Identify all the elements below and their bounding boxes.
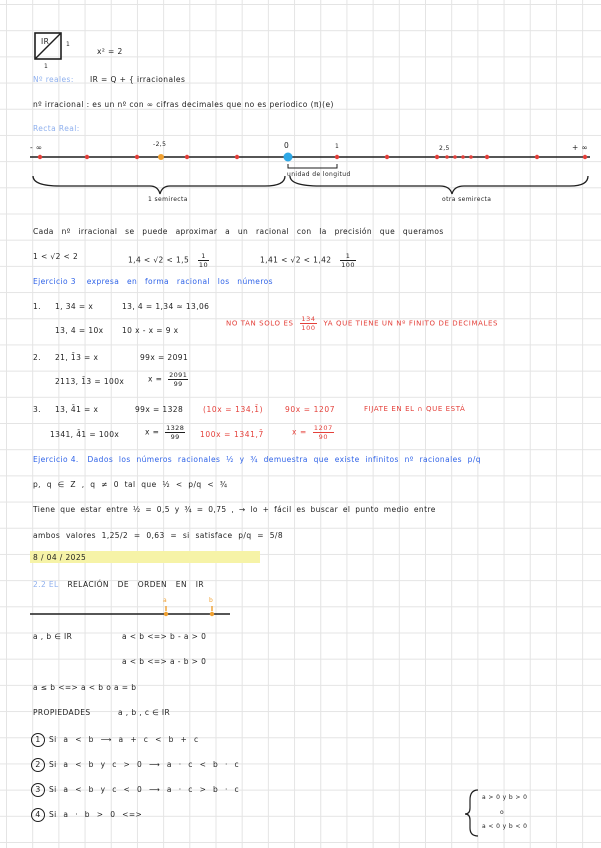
ej3-r2-b: 99x = 2091 — [140, 353, 189, 362]
ej4-line3: Tiene que estar entre ½ = 0,5 y ¾ = 0,75 , → lo + fácil es buscar el punto medio entre — [33, 505, 436, 514]
ej3-r1-a: 1, 34 = x — [55, 302, 94, 311]
ej3-r2-a: 21, 1̄3 = x — [55, 353, 99, 362]
tick-one: 1 — [335, 143, 340, 150]
square-label: IR — [41, 37, 50, 46]
ej3-r3-note: FIJATE EN EL ∩ QUE ESTÁ — [364, 405, 466, 413]
tick-neg-marker — [158, 154, 164, 160]
props-sets: a , b , c ∈ IR — [118, 708, 171, 717]
ej3-r1-b: 13, 4 = 1,34 ≈ 13,06 — [122, 302, 210, 311]
reales-definition: IR = Q + { irracionales — [90, 75, 186, 84]
date: 8 / 04 / 2025 — [33, 553, 87, 562]
property-2: 2 Si a < b y c > 0 ⟶ a · c < b · c — [31, 758, 239, 772]
point-a — [164, 612, 168, 616]
recta-label: Recta Real: — [33, 124, 80, 133]
section-heading: 2.2 EL RELACIÓN DE ORDEN EN IR — [33, 580, 204, 589]
ej3-r3-d: 90x = 1207 — [285, 405, 336, 414]
zero-marker — [284, 153, 293, 162]
ej4-line4: ambos valores 1,25/2 = 0,63 = si satisface p/q = 5/8 — [33, 531, 284, 540]
aprox-line: Cada nº irracional se puede aproximar a un racional con la precisión que queramos — [33, 227, 444, 236]
tick-right: 2,5 — [439, 145, 450, 152]
square-side-label: 1 — [44, 63, 49, 70]
order-line1b: a < b <=> b - a > 0 — [122, 632, 207, 641]
point-b-label: b — [209, 597, 214, 604]
aprox-ex3: 1,41 < √2 < 1,42 $\frac{1}{100}$ — [260, 252, 355, 269]
equation: x² = 2 — [97, 47, 123, 56]
right-semirecta-label: otra semirecta — [442, 196, 492, 203]
ej3-r3-h: x = $\frac{1207}{90}$ — [292, 424, 333, 441]
aprox-ex1: 1 < √2 < 2 — [33, 252, 79, 261]
ej4-heading: Ejercicio 4. Dados los números racionales ½ y ¾ demuestra que existe infinitos nº racionales p/q — [33, 455, 481, 464]
ej4-line2: p, q ∈ Z , q ≠ 0 tal que ½ < p/q < ¾ — [33, 480, 228, 489]
ej3-r3-g: 100x = 1341,7̄ — [200, 430, 264, 439]
ej3-r3-a: 13, 4̄1 = x — [55, 405, 99, 414]
ej3-r3-c: (10x = 134,1̄) — [203, 405, 264, 414]
order-line3: a ≤ b <=> a < b o a = b — [33, 683, 137, 692]
irracional-definition: nº irracional : es un nº con ∞ cifras decimales que no es periodico (π)(e) — [33, 100, 334, 109]
order-line2: a < b <=> a - b > 0 — [122, 657, 207, 666]
ej3-r3-f: x = $\frac{1328}{99}$ — [145, 424, 185, 441]
unit-length-label: unidad de longitud — [287, 171, 351, 178]
ej3-r1-d: 10 x - x = 9 x — [122, 326, 179, 335]
props-title: PROPIEDADES — [33, 708, 91, 717]
plus-infinity: + ∞ — [572, 143, 589, 152]
right-brace — [290, 176, 588, 194]
minus-infinity: - ∞ — [30, 143, 43, 152]
ej3-r2-c: 2113, 1̄3 = 100x — [55, 377, 125, 386]
ej3-r3-num: 3. — [33, 405, 41, 414]
square-side-label-right: 1 — [66, 41, 71, 48]
reales-label: Nº reales: — [33, 75, 74, 84]
ej3-r1-note: NO TAN SOLO ES $\frac{134}{100}$ YA QUE TIENE UN Nº FINITO DE DECIMALES — [226, 315, 499, 332]
ej3-r2-num: 2. — [33, 353, 41, 362]
ej3-heading: Ejercicio 3 expresa en forma racional los números — [33, 277, 273, 286]
prop4-brace — [465, 790, 478, 836]
point-b — [210, 612, 214, 616]
tick-zero: 0 — [284, 141, 290, 150]
property-4: 4 Si a · b > 0 <=> — [31, 808, 142, 822]
left-brace — [33, 176, 285, 194]
property-4-case2: a < 0 y b < 0 — [482, 823, 528, 830]
unit-bracket — [288, 164, 337, 168]
ej3-r3-e: 1341, 4̄1 = 100x — [50, 430, 120, 439]
point-a-label: a — [163, 597, 168, 604]
tick-neg: -2,5 — [153, 141, 167, 148]
property-3: 3 Si a < b y c < 0 ⟶ a · c > b · c — [31, 783, 239, 797]
order-line1: a , b ∈ IR — [33, 632, 73, 641]
ej3-r2-d: x = $\frac{2091}{99}$ — [148, 371, 188, 388]
ej3-r1-num: 1. — [33, 302, 41, 311]
property-4-or: o — [500, 809, 505, 816]
left-semirecta-label: 1 semirecta — [148, 196, 188, 203]
property-1: 1 Si a < b ⟶ a + c < b + c — [31, 733, 199, 747]
property-4-case1: a > 0 y b > 0 — [482, 794, 528, 801]
ej3-r3-b: 99x = 1328 — [135, 405, 184, 414]
aprox-ex2: 1,4 < √2 < 1,5 $\frac{1}{10}$ — [128, 252, 208, 269]
ej3-r1-c: 13, 4 = 10x — [55, 326, 104, 335]
